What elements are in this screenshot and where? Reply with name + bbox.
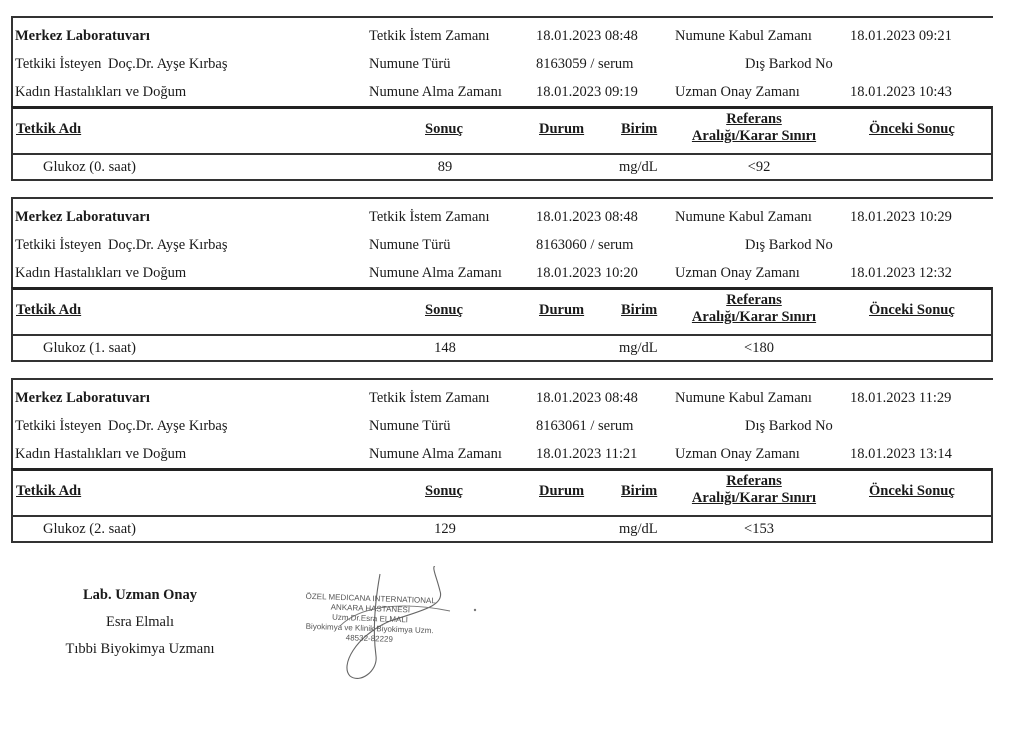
collection-time: 18.01.2023 09:19 xyxy=(536,84,638,100)
col-result: Sonuç xyxy=(425,302,463,318)
test-reference: <153 xyxy=(744,521,774,537)
requester-name: Doç.Dr. Ayşe Kırbaş xyxy=(108,418,228,434)
requester-label: Tetkiki İsteyen xyxy=(15,56,102,72)
approval-time: 18.01.2023 12:32 xyxy=(850,265,952,281)
stamp-line: Uzm.Dr.Esra ELMALI xyxy=(331,612,409,625)
department: Kadın Hastalıkları ve Doğum xyxy=(15,265,187,281)
col-reference-line2: Aralığı/Karar Sınırı xyxy=(691,490,817,506)
requester-name: Doç.Dr. Ayşe Kırbaş xyxy=(108,56,228,72)
test-name: Glukoz (0. saat) xyxy=(43,159,137,175)
requester-label: Tetkiki İsteyen xyxy=(15,418,102,434)
lab-report-2-hour xyxy=(11,378,993,543)
col-reference-line2: Aralığı/Karar Sınırı xyxy=(691,128,817,144)
lab-name: Merkez Laboratuvarı xyxy=(15,28,150,44)
sample-type-label: Numune Türü xyxy=(369,237,451,253)
col-reference xyxy=(689,292,819,326)
lab-report-0-hour xyxy=(11,16,993,181)
stamp-text xyxy=(279,591,461,647)
col-previous: Önceki Sonuç xyxy=(869,302,955,318)
test-result: 89 xyxy=(437,159,453,175)
col-unit: Birim xyxy=(621,302,658,318)
signature-role: Tıbbi Biyokimya Uzmanı xyxy=(65,641,215,657)
col-unit: Birim xyxy=(621,121,658,137)
lab-name: Merkez Laboratuvarı xyxy=(15,209,150,225)
order-time-label: Tetkik İstem Zamanı xyxy=(369,390,490,406)
approval-time: 18.01.2023 10:43 xyxy=(850,84,952,100)
results-table-header xyxy=(11,468,993,517)
accept-time-label: Numune Kabul Zamanı xyxy=(675,390,812,406)
stamp-line: ÖZEL MEDICANA INTERNATIONAL xyxy=(305,591,436,606)
accept-time: 18.01.2023 11:29 xyxy=(850,390,952,406)
test-unit: mg/dL xyxy=(619,340,658,356)
approval-time-label: Uzman Onay Zamanı xyxy=(675,84,800,100)
signature-name: Esra Elmalı xyxy=(105,614,175,630)
col-previous: Önceki Sonuç xyxy=(869,483,955,499)
col-test-name: Tetkik Adı xyxy=(16,121,82,137)
col-status: Durum xyxy=(539,302,585,318)
report-header xyxy=(11,378,993,468)
stamp-line: Biyokimya ve Klinik Biyokimya Uzm. xyxy=(305,621,434,636)
collection-time-label: Numune Alma Zamanı xyxy=(369,84,502,100)
lab-name: Merkez Laboratuvarı xyxy=(15,390,150,406)
col-result: Sonuç xyxy=(425,121,463,137)
collection-time: 18.01.2023 10:20 xyxy=(536,265,638,281)
sample-type: 8163059 / serum xyxy=(536,56,634,72)
approval-time-label: Uzman Onay Zamanı xyxy=(675,265,800,281)
report-header xyxy=(11,16,993,106)
table-row xyxy=(11,517,993,543)
col-status: Durum xyxy=(539,121,585,137)
col-reference-line1: Referans xyxy=(726,473,782,489)
col-reference-line1: Referans xyxy=(726,111,782,127)
results-table-header xyxy=(11,287,993,336)
department: Kadın Hastalıkları ve Doğum xyxy=(15,446,187,462)
stamp-line: ANKARA HASTANESİ xyxy=(330,602,411,615)
order-time: 18.01.2023 08:48 xyxy=(536,28,638,44)
signature-block xyxy=(50,582,230,663)
sample-type-label: Numune Türü xyxy=(369,418,451,434)
table-row xyxy=(11,155,993,181)
collection-time-label: Numune Alma Zamanı xyxy=(369,446,502,462)
results-table-header xyxy=(11,106,993,155)
test-name: Glukoz (2. saat) xyxy=(43,521,137,537)
report-header xyxy=(11,197,993,287)
col-reference-line2: Aralığı/Karar Sınırı xyxy=(691,309,817,325)
col-status: Durum xyxy=(539,483,585,499)
col-result: Sonuç xyxy=(425,483,463,499)
barcode-label: Dış Barkod No xyxy=(745,56,833,72)
accept-time: 18.01.2023 09:21 xyxy=(850,28,952,44)
barcode-label: Dış Barkod No xyxy=(745,237,833,253)
col-reference xyxy=(689,111,819,145)
requester-label: Tetkiki İsteyen xyxy=(15,237,102,253)
order-time: 18.01.2023 08:48 xyxy=(536,390,638,406)
order-time: 18.01.2023 08:48 xyxy=(536,209,638,225)
col-test-name: Tetkik Adı xyxy=(16,483,82,499)
test-name: Glukoz (1. saat) xyxy=(43,340,137,356)
approval-time-label: Uzman Onay Zamanı xyxy=(675,446,800,462)
hospital-stamp xyxy=(280,566,480,686)
order-time-label: Tetkik İstem Zamanı xyxy=(369,28,490,44)
stamp-line: 48532-82229 xyxy=(345,633,394,644)
test-result: 148 xyxy=(434,340,456,356)
department: Kadın Hastalıkları ve Doğum xyxy=(15,84,187,100)
sample-type: 8163061 / serum xyxy=(536,418,634,434)
col-previous: Önceki Sonuç xyxy=(869,121,955,137)
collection-time: 18.01.2023 11:21 xyxy=(536,446,638,462)
col-reference-line1: Referans xyxy=(726,292,782,308)
collection-time-label: Numune Alma Zamanı xyxy=(369,265,502,281)
accept-time-label: Numune Kabul Zamanı xyxy=(675,28,812,44)
test-result: 129 xyxy=(434,521,456,537)
order-time-label: Tetkik İstem Zamanı xyxy=(369,209,490,225)
col-unit: Birim xyxy=(621,483,658,499)
sample-type: 8163060 / serum xyxy=(536,237,634,253)
test-unit: mg/dL xyxy=(619,521,658,537)
test-reference: <92 xyxy=(747,159,771,175)
accept-time: 18.01.2023 10:29 xyxy=(850,209,952,225)
accept-time-label: Numune Kabul Zamanı xyxy=(675,209,812,225)
col-test-name: Tetkik Adı xyxy=(16,302,82,318)
test-unit: mg/dL xyxy=(619,159,658,175)
col-reference xyxy=(689,473,819,507)
lab-report-1-hour xyxy=(11,197,993,362)
requester-name: Doç.Dr. Ayşe Kırbaş xyxy=(108,237,228,253)
test-reference: <180 xyxy=(744,340,774,356)
barcode-label: Dış Barkod No xyxy=(745,418,833,434)
signature-title: Lab. Uzman Onay xyxy=(82,587,197,603)
table-row xyxy=(11,336,993,362)
sample-type-label: Numune Türü xyxy=(369,56,451,72)
approval-time: 18.01.2023 13:14 xyxy=(850,446,952,462)
